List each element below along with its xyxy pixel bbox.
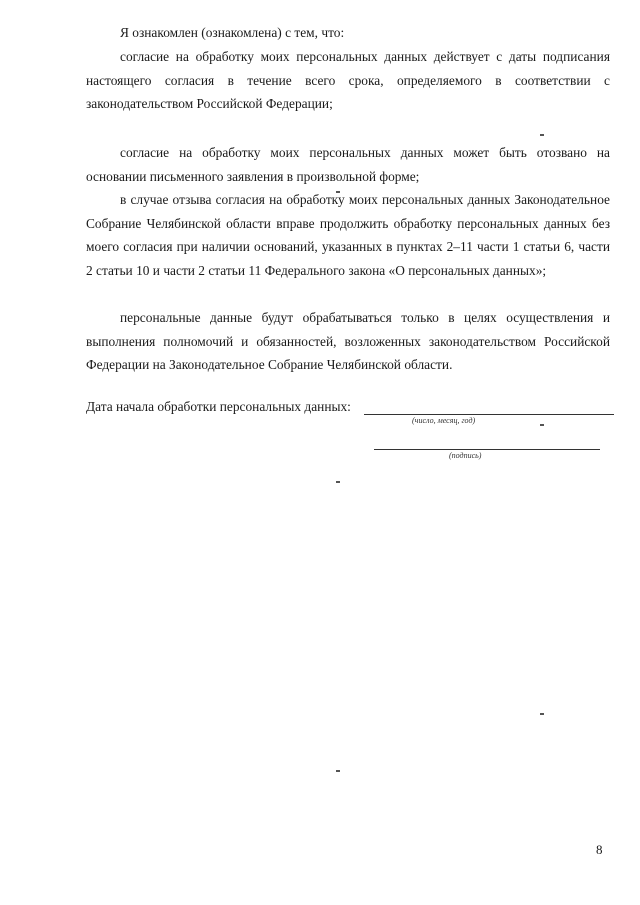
signature-field-caption: (подпись) — [449, 451, 482, 460]
scan-speck — [336, 481, 340, 483]
scan-speck — [540, 424, 544, 426]
scan-speck — [336, 770, 340, 772]
scan-speck — [540, 134, 544, 136]
date-field-caption: (число, месяц, год) — [412, 416, 476, 425]
consent-period-paragraph: согласие на обработку моих персональных данных действует с даты подписания настоящего согласия в течение всего срока, определяемого в соответствии с законодательством Российской Федерации; — [86, 49, 610, 112]
consent-revocation-paragraph: согласие на обработку моих персональных данных может быть отозвано на основании письменного заявления в произвольной форме; — [86, 145, 610, 184]
date-field-line — [364, 414, 614, 415]
page-number: 8 — [596, 842, 603, 857]
processing-after-revocation-paragraph: в случае отзыва согласия на обработку моих персональных данных Законодательное Собрание Челябинской области вправе продолжить обработку персональных данных без моего согласия при наличии оснований, указанных в пунктах 2–11 части 1 статьи 6, части 2 статьи 10 и части 2 статьи 11 Федерального закона «О персональных данных»; — [86, 192, 610, 278]
signature-field-line — [374, 449, 600, 450]
scan-speck — [336, 191, 340, 193]
intro-text: Я ознакомлен (ознакомлена) с тем, что: — [120, 25, 345, 40]
processing-start-date-label: Дата начала обработки персональных данных: — [86, 399, 351, 414]
processing-purpose-paragraph: персональные данные будут обрабатываться только в целях осуществления и выполнения полномочий и обязанностей, возложенных законодательством Российской Федерации на Законодательное Собрание Челябинской области. — [86, 310, 610, 373]
scan-speck — [540, 713, 544, 715]
